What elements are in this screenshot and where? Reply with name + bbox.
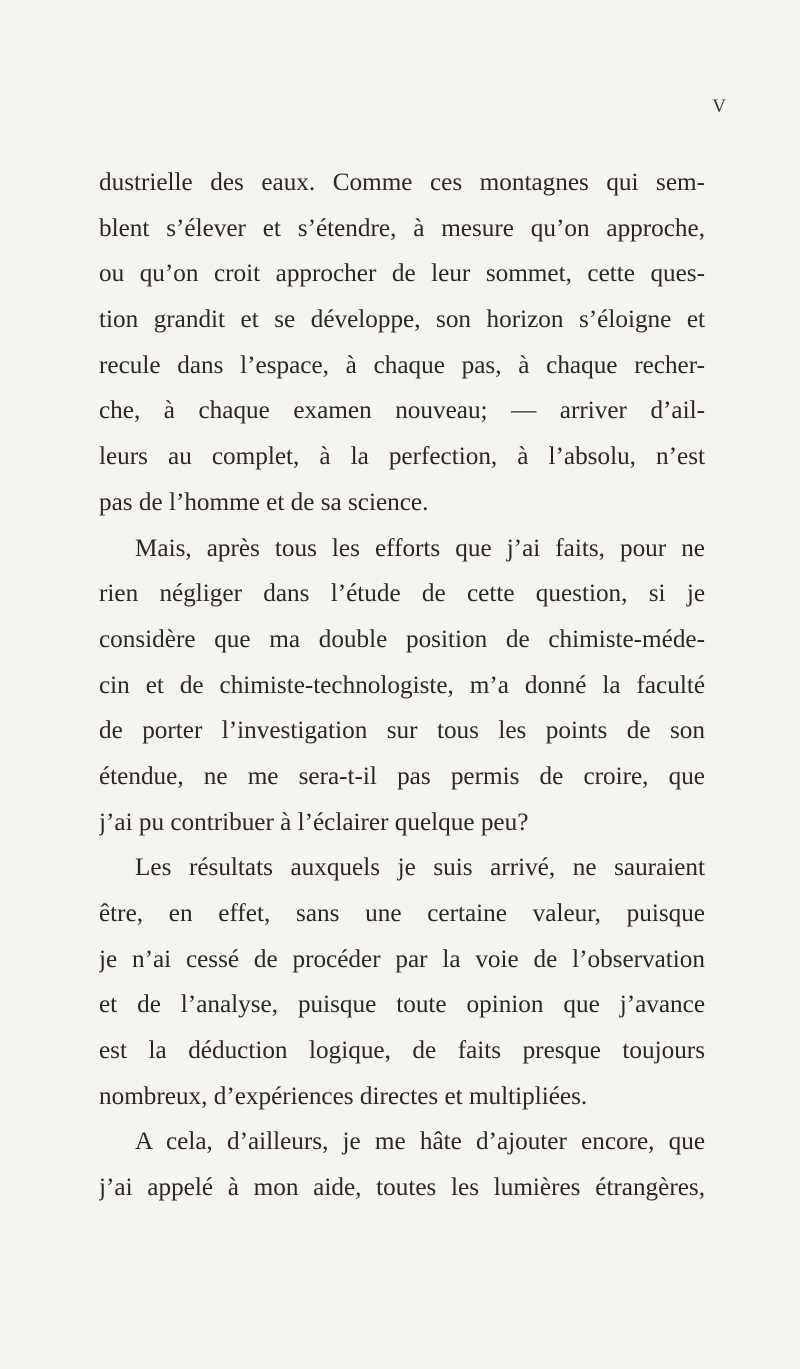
text-line: che, à chaque examen nouveau; — arriver d’ail- [99,397,705,425]
text-line: nombreux, d’expériences directes et multipliées. [99,1082,588,1110]
text-line: et de l’analyse, puisque toute opinion que j’avance [99,991,705,1019]
text-line: tion grandit et se développe, son horizon s’éloigne et [99,306,705,334]
text-line: cin et de chimiste-technologiste, m’a donné la faculté [99,671,705,699]
text-line: de porter l’investigation sur tous les points de son [99,717,705,745]
text-line: dustrielle des eaux. Comme ces montagnes qui sem- [99,169,705,196]
text-line: Les résultats auxquels je suis arrivé, ne sauraient [135,854,705,882]
text-line: recule dans l’espace, à chaque pas, à chaque recher- [99,351,705,379]
text-line: considère que ma double position de chimiste-méde- [99,625,705,653]
text-line: étendue, ne me sera-t-il pas permis de croire, que [99,762,705,790]
page-number: V [712,96,727,117]
text-line: leurs au complet, à la perfection, à l’absolu, n’est [99,443,705,471]
text-line: blent s’élever et s’étendre, à mesure qu’on approche, [99,214,705,242]
text-line: rien négliger dans l’étude de cette question, si je [99,580,705,608]
text-line: ou qu’on croit approcher de leur sommet, cette ques- [99,260,705,288]
text-line: pas de l’homme et de sa science. [99,488,429,516]
text-line: je n’ai cessé de procéder par la voie de l’observation [99,945,705,973]
text-line: Mais, après tous les efforts que j’ai faits, pour ne [135,534,705,562]
text-line: j’ai appelé à mon aide, toutes les lumières étrangères, [99,1174,705,1202]
text-line: être, en effet, sans une certaine valeur, puisque [99,900,705,927]
text-line: j’ai pu contribuer à l’éclairer quelque peu? [99,808,529,836]
text-line: A cela, d’ailleurs, je me hâte d’ajouter encore, que [135,1128,705,1156]
text-line: est la déduction logique, de faits presque toujours [99,1037,705,1065]
body-text [99,160,705,1211]
